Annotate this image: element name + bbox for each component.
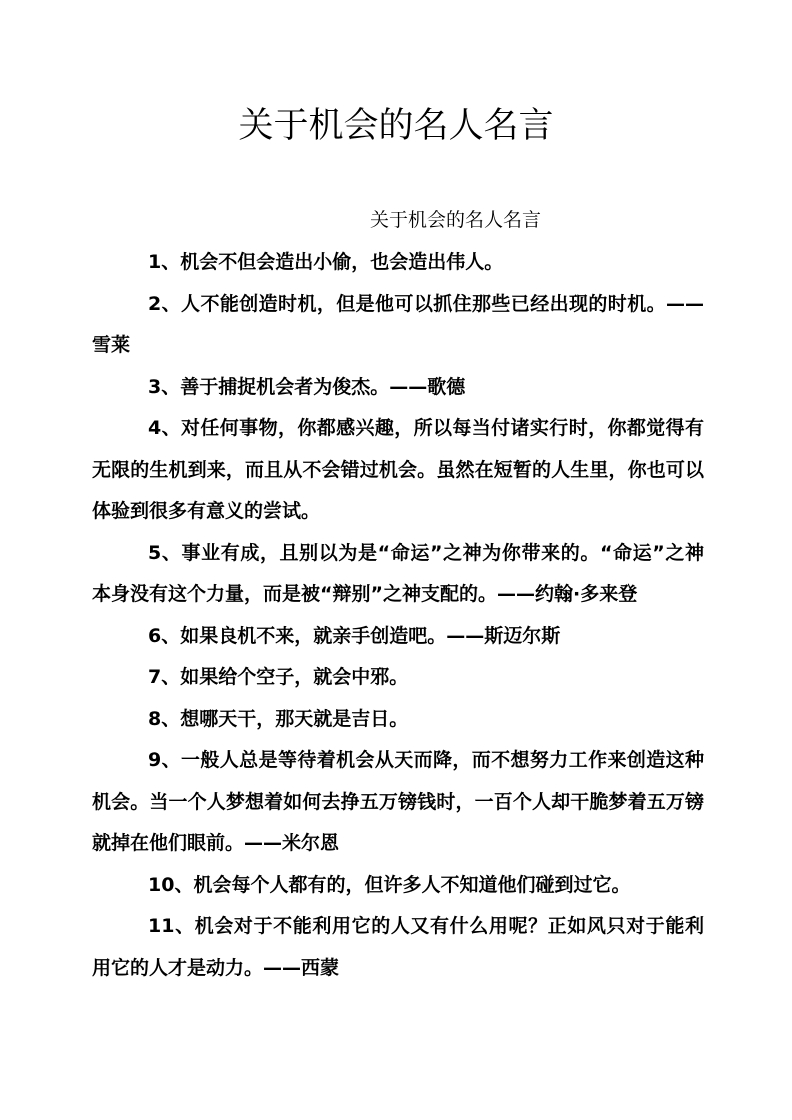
quote-item: 9、一般人总是等待着机会从天而降，而不想努力工作来创造这种机会。当一个人梦想着如何去挣五万镑钱时，一百个人却干脆梦着五万镑就掉在他们眼前。——米尔恩 bbox=[92, 749, 704, 854]
quote-item: 4、对任何事物，你都感兴趣，所以每当付诸实行时，你都觉得有无限的生机到来，而且从不会错过机会。虽然在短暂的人生里，你也可以体验到很多有意义的尝试。 bbox=[92, 417, 704, 522]
quote-item: 5、事业有成，且别以为是“命运”之神为你带来的。“命运”之神本身没有这个力量，而是被“辩别”之神支配的。——约翰·多来登 bbox=[92, 541, 704, 605]
quote-item: 10、机会每个人都有的，但许多人不知道他们碰到过它。 bbox=[148, 873, 631, 896]
quote-item: 2、人不能创造时机，但是他可以抓住那些已经出现的时机。——雪莱 bbox=[92, 292, 704, 356]
document-title: 关于机会的名人名言 bbox=[238, 106, 554, 146]
quote-item: 6、如果良机不来，就亲手创造吧。——斯迈尔斯 bbox=[148, 624, 561, 647]
quote-item: 8、想哪天干，那天就是吉日。 bbox=[148, 707, 409, 730]
quote-list bbox=[92, 242, 704, 989]
quote-item: 3、善于捕捉机会者为俊杰。——歌德 bbox=[148, 375, 466, 398]
quote-item: 7、如果给个空子，就会中邪。 bbox=[148, 666, 409, 688]
document-subtitle: 关于机会的名人名言 bbox=[370, 209, 542, 231]
quote-item: 11、机会对于不能利用它的人又有什么用呢？正如风只对于能利用它的人才是动力。——西蒙 bbox=[92, 915, 704, 979]
quote-item: 1、机会不但会造出小偷，也会造出伟人。 bbox=[148, 251, 504, 273]
